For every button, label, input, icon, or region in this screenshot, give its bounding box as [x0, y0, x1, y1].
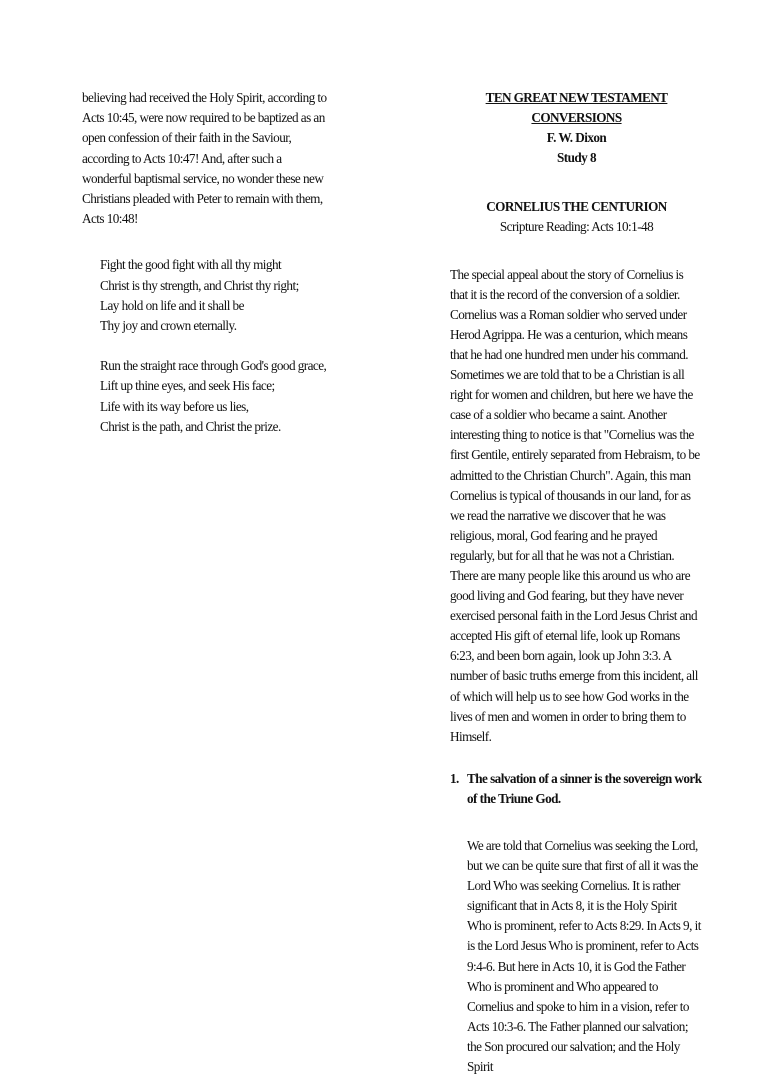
hymn-line: Fight the good fight with all thy might [100, 257, 282, 273]
intro-paragraph: The special appeal about the story of Cornelius is that it is the record of the conversion of a soldier. Cornelius was a Roman soldier who served under Herod Agrippa. He was a centurion, which means that he had one hundred men under his command. Sometimes we are told that to be a Christian is all right for women and children, but here we have the case of a soldier who became a saint. Another interesting thing to notice is that "Cornelius was the first Gentile, entirely separated from Hebraism, to be admitted to the Christian Church". Again, this man Cornelius is typical of thousands in our land, for as we read the narrative we discover that he was religious, moral, God fearing and he prayed regularly, but for all that he was not a Christian. There are many people like this around us who are good living and God fearing, but they have never exercised personal faith in the Lord Jesus Christ and accepted His gift of eternal life, look up Romans 6:23, and been born again, look up John 3:3. A number of basic truths emerge from this incident, all of which will help us to see how God works in the lives of men and women in order to bring them to Himself. [450, 266, 700, 744]
hymn-line: Christ is thy strength, and Christ thy right; [100, 277, 299, 293]
point-heading [450, 769, 703, 809]
continuation-paragraph: believing had received the Holy Spirit, according to Acts 10:45, were now required to be baptized as an open confession of their faith in the Saviour, according to Acts 10:47! And, after such a wonderful baptismal service, no wonder these new Christians pleaded with Peter to remain with them, Acts 10:48! [82, 90, 327, 227]
series-title: TEN GREAT NEW TESTAMENT CONVERSIONS [485, 90, 668, 126]
scripture-reading: Scripture Reading: Acts 10:1-48 [499, 219, 654, 235]
author-name: F. W. Dixon [546, 130, 607, 146]
hymn-line: Run the straight race through God's good grace, [100, 358, 327, 374]
hymn-line: Life with its way before us lies, [100, 398, 249, 414]
point-number: 1. [450, 770, 459, 786]
hymn-verses [100, 255, 332, 437]
hymn-line: Lay hold on life and it shall be [100, 297, 244, 313]
study-header [450, 88, 703, 168]
hymn-line: Christ is the path, and Christ the prize. [100, 418, 281, 434]
right-column [450, 88, 703, 1077]
study-number: Study 8 [556, 150, 597, 166]
chapter-title: CORNELIUS THE CENTURION [486, 199, 667, 215]
chapter-heading [450, 197, 703, 237]
hymn-stanza-1 [100, 255, 332, 336]
hymn-line: Thy joy and crown eternally. [100, 318, 237, 334]
hymn-line: Lift up thine eyes, and seek His face; [100, 378, 275, 394]
point-body-paragraph: We are told that Cornelius was seeking the Lord, but we can be quite sure that first of all it was the Lord Who was seeking Cornelius. It is rather significant that in Acts 8, it is the Holy Spirit Who is prominent, refer to Acts 8:29. In Acts 9, it is the Lord Jesus Who is prominent, refer to Acts 9:4-6. But here in Acts 10, it is God the Father Who is prominent and Who appeared to Cornelius and spoke to him in a vision, refer to Acts 10:3-6. The Father planned our salvation; the Son procured our salvation; and the Holy Spirit [467, 838, 701, 1075]
left-column [82, 88, 332, 457]
point-heading-text: The salvation of a sinner is the sovereign work of the Triune God. [467, 770, 702, 806]
hymn-stanza-2 [100, 356, 332, 437]
